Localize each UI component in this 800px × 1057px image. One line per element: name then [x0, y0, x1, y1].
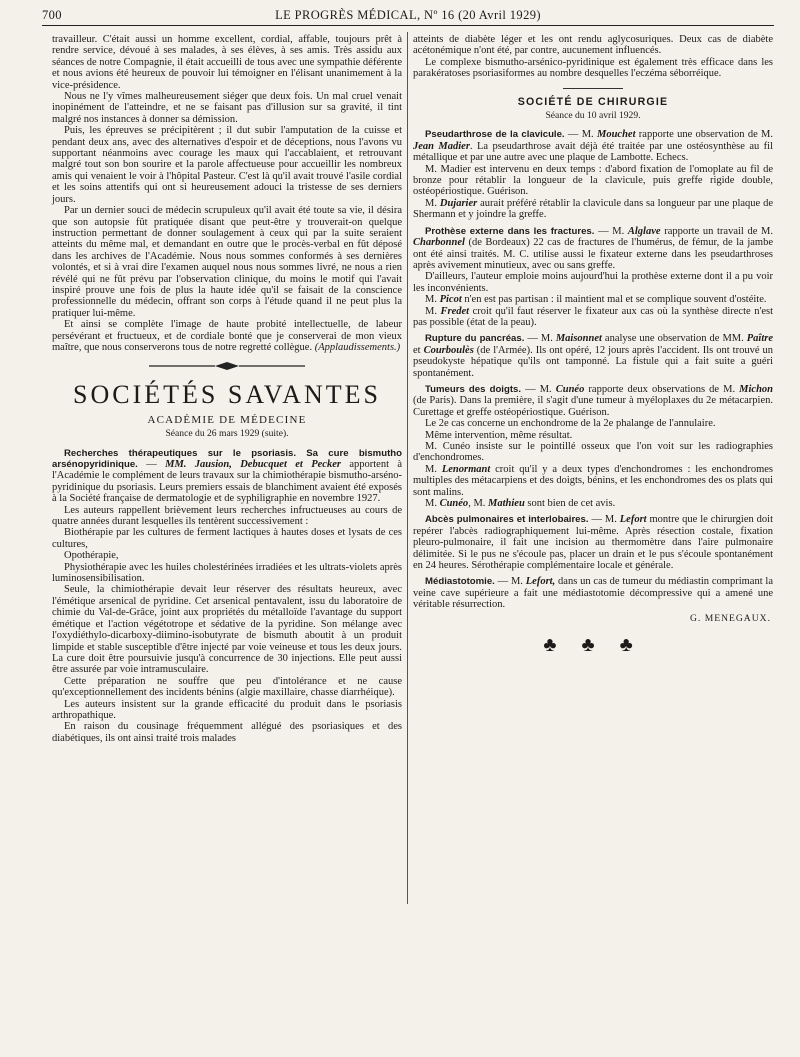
- page-header: [42, 6, 774, 26]
- paragraph: M. Dujarier aurait préféré rétablir la clavicule dans sa longueur par une plaque de Shermann et y joindre la greffe.: [413, 197, 773, 221]
- article-lead: Tumeurs des doigts.: [425, 383, 522, 395]
- paragraph: Pseudarthrose de la clavicule. — M. Mouchet rapporte une observation de M. Jean Madier. La pseudarthrose avait déjà été traitée par une ostéosynthèse au fil métallique et par une autre avec une plaque de Lambotte. Echecs.: [413, 129, 773, 164]
- paragraph: Et ainsi se complète l'image de haute probité intellectuelle, de labeur persévérant et fructueux, et de cordiale bonté que je conserverai de mon vieux maître, que nous conserverons tous de notre regretté collègue. (Applaudissements.): [52, 319, 402, 353]
- paragraph: Par un dernier souci de médecin scrupuleux qu'il avait été toute sa vie, il désira que son autopsie fût pratiquée disant que peut-être y trouverait-on quelque instruction permettant de donner soulagement à ceux qui par la suite seraient atteints du même mal, et demandant en outre que le procès-verbal en fût déposé dans les archives de l'Académie. Nous nous sommes conformés à ses dernières volontés, et si à vrai dire l'examen auquel nous nous sommes livré, ne nous a rien révélé qui ne fût prévu par l'observation clinique, du moins le motif qui l'avait inspiré prouve une fois de plus la haute idée qu'il se faisait de la conscience professionnelle du médecin, offrant son corps à l'étude quand il ne peut plus la pratiquer lui-même.: [52, 205, 402, 319]
- author-signature: G. MENEGAUX.: [689, 612, 771, 624]
- ornament-divider: [52, 361, 402, 374]
- author-names: MM. Jausion, Debucquet et Pecker: [165, 459, 341, 470]
- article-lead: Médiastotomie.: [425, 576, 495, 588]
- paragraph: M. Cunéo insiste sur le pointillé osseux que l'on voit sur les radiographies d'enchondromes.: [413, 441, 773, 464]
- paragraph: Le complexe bismutho-arsénico-pyridinique est également très efficace dans les parakératoses psoriasiformes au nombre desquelles l'eczéma séborréique.: [413, 56, 773, 80]
- paragraph: Les auteurs insistent sur la grande efficacité du produit dans le psoriasis arthropathique.: [52, 698, 402, 721]
- article-lead: Prothèse externe dans les fractures.: [425, 225, 595, 237]
- journal-header-title: LE PROGRÈS MÉDICAL, Nº 16 (20 Avril 1929): [275, 8, 541, 22]
- section-title: SOCIÉTÉS SAVANTES: [73, 379, 381, 409]
- paragraph: Seule, la chimiothérapie devait leur réserver des résultats heureux, avec l'émétique arsenical de pyridine. Cet arsenical pentavalent, issu du laboratoire de chimie du Val-de-Grâce, joint aux propriétés du métalloïde l'avantage du support émétique et l'action végétotrope et sédative de la pyridine. Son mélange avec l'oxydiéthylo-dicarboxy-diimino-isobutyrate de bismuth aboutit à un produit limpide et stable susceptible d'être injecté par voie veineuse et tous les deux jours. La cure doit être poursuivie jusqu'à concurrence de 30 injections. Elle peut aussi être assurée par voie intramusculaire.: [52, 584, 402, 676]
- article-lead: Rupture du pancréas.: [425, 333, 525, 345]
- surgery-title: SOCIÉTÉ DE CHIRURGIE: [517, 95, 669, 108]
- surgery-session-date: Séance du 10 avril 1929.: [545, 110, 641, 122]
- paragraph: Biothérapie par les cultures de ferment lactiques à hautes doses et lysats de ces cultures,: [52, 527, 402, 550]
- paragraph: Nous ne l'y vîmes malheureusement siéger que deux fois. Un mal cruel venait inopinément de l'atteindre, et ne se faisant pas d'illusion sur sa gravité, il tint malgré nos instances à donner sa démission.: [52, 91, 402, 125]
- paragraph: Le 2e cas concerne un enchondrome de la 2e phalange de l'annulaire.: [425, 418, 716, 430]
- paragraph: Médiastotomie. — M. Lefort, dans un cas de tumeur du médiastin comprimant la veine cave supérieure a fait une médiastotomie décompressive qui a amené une véritable résurrection.: [413, 576, 774, 611]
- paragraph: atteints de diabète léger et les ont rendu aglycosuriques. Deux cas de diabète acétonémique n'ont été, par contre, aucunement influencés.: [413, 34, 773, 57]
- academy-session-date: Séance du 26 mars 1929 (suite).: [165, 428, 289, 440]
- paragraph: Cette préparation ne souffre que peu d'intolérance et ne cause qu'exceptionnellement des incidents bénins (algie maxillaire, chasse diarrhéique).: [52, 675, 402, 699]
- left-column: [52, 34, 402, 744]
- article-lead: Recherches thérapeutiques sur le psoriasis. Sa cure bismutho arsénopyridinique.: [52, 447, 402, 470]
- article-lead: Pseudarthrose de la clavicule.: [425, 129, 565, 141]
- paragraph: Recherches thérapeutiques sur le psoriasis. Sa cure bismutho arsénopyridinique. — MM. Jausion, Debucquet et Pecker apportent à l'Académie le complément de leurs travaux sur la chimiothérapie bismutho-arséno-pyridinique du psoriasis. Leurs premiers essais de blanchiment avaient été exposés à la Société française de dermatologie et de syphiligraphie en novembre 1927.: [52, 447, 403, 505]
- paragraph: Prothèse externe dans les fractures. — M. Alglave rapporte un travail de M. Charbonnel (de Bordeaux) 22 cas de fractures de l'humérus, de fémur, de la jambe ont été ainsi traités. M. C. utilise aussi le fixateur externe dans les pseudarthroses après avivement minutieux, avec ou sans greffe.: [413, 225, 773, 271]
- page-number: 700: [42, 8, 62, 22]
- paragraph: Opothérapie,: [64, 550, 119, 562]
- paragraph: Tumeurs des doigts. — M. Cunéo rapporte deux observations de M. Michon (de Paris). Dans la première, il s'agit d'une tumeur à myéloplaxes du 2e métacarpien. Curettage et greffe ostéopériostique. Guérison.: [413, 383, 774, 418]
- paragraph: M. Picot n'en est pas partisan : il maintient mal et se complique souvent d'ostéite.: [425, 294, 767, 306]
- section-divider: [563, 88, 623, 89]
- paragraph: Même intervention, même résultat.: [425, 429, 573, 441]
- paragraph: Les auteurs rappellent brièvement leurs recherches infructueuses au cours de quatre années durant lesquelles ils tentèrent successivement :: [52, 504, 402, 528]
- paragraph: D'ailleurs, l'auteur emploie moins aujourd'hui la prothèse externe dont il a pu voir les inconvénients.: [413, 271, 773, 294]
- paragraph: M. Cunéo, M. Mathieu sont bien de cet avis.: [425, 498, 616, 510]
- paragraph: En raison du cousinage fréquemment allégué des psoriasiques et des diabétiques, ils ont ainsi traité trois malades: [52, 721, 402, 744]
- decorative-rule-icon: [147, 361, 307, 371]
- academy-title: ACADÉMIE DE MÉDECINE: [147, 413, 307, 426]
- right-column: [413, 34, 774, 657]
- paragraph: M. Lenormant croit qu'il y a deux types d'enchondromes : les enchondromes multiples des métacarpiens et des doigts, bénins, et les enchondromes des os plats qui sont malins.: [413, 463, 773, 498]
- paragraph: Puis, les épreuves se précipitèrent ; il dut subir l'amputation de la cuisse et pendant deux ans, avec des alternatives d'espoir et de déceptions, nous l'avons vu supportant néanmoins avec courage les maux qui l'accablaient, et retrouvant malgré tout son bon sourire et la parole affectueuse pour accueillir les nombreux amis qui venaient le voir à l'hôpital Pasteur. C'est là qu'il avait trouvé l'asile cordial et les soins attentifs qui ont si heureusement adouci la tristesse de ses derniers jours.: [52, 125, 402, 205]
- column-divider: [407, 32, 408, 904]
- paragraph: Abcès pulmonaires et interlobaires. — M. Lefort montre que le chirurgien doit repérer l'abcès radiographiquement lui-même. Après résection costale, fixation pleuro-pulmonaire, il fait une incision au thermomètre dans l'aire pulmonaire délimitée. Si le pus ne s'écoule pas, placer un drain et le pus s'écoule spontanément en 24 heures. Sérothérapie complémentaire locale et générale.: [413, 514, 773, 572]
- paragraph: M. Madier est intervenu en deux temps : d'abord fixation de l'omoplate au fil de bronze pour rétablir la longueur de la clavicule, puis greffe rigide double, ostéopériostique. Guérison.: [413, 163, 773, 198]
- applause-note: (Applaudissements.): [314, 341, 401, 353]
- clubs-ornament-icon: ♣ ♣ ♣: [543, 634, 643, 657]
- article-lead: Abcès pulmonaires et interlobaires.: [425, 514, 589, 526]
- paragraph: Rupture du pancréas. — M. Maisonnet analyse une observation de MM. Paître et Courboulès (de l'Armée). Ils ont opéré, 12 jours après l'accident. Ils ont trouvé un pseudokyste hépatique qu'ils ont tamponné. La fistule qui a fait suite a guéri spontanément.: [413, 333, 774, 379]
- paragraph: Physiothérapie avec les huiles cholestérinées irradiées et les ultrats-violets après luminosensibilisation.: [52, 561, 402, 585]
- paragraph: M. Fredet croit qu'il faut réserver le fixateur aux cas où la synthèse directe n'est pas possible (état de la peau).: [413, 305, 773, 328]
- paragraph: travailleur. C'était aussi un homme excellent, cordial, affable, toujours prêt à rendre service, dévoué à ses malades, à ses élèves, à ses amis. Très assidu aux séances de notre Compagnie, il était accueilli de tous avec une sympathie déférente et nous avions été heureux de pouvoir lui témoigner en l'élisant unanimement à la vice-présidence.: [52, 34, 402, 91]
